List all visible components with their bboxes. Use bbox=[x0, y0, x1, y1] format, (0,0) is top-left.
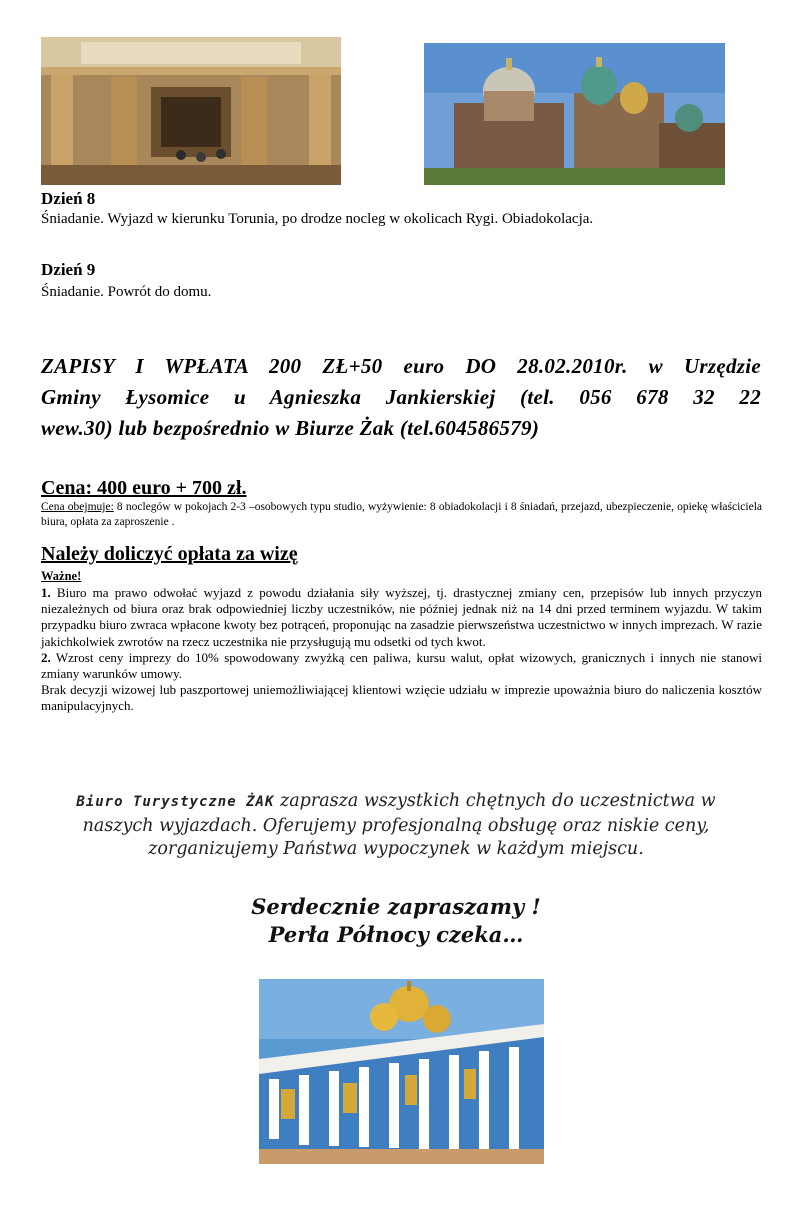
term-2-number: 2. bbox=[41, 649, 51, 665]
promo-brand: Biuro Turystyczne ŻAK bbox=[76, 794, 275, 810]
visa-note: Należy doliczyć opłata za wizę bbox=[41, 543, 298, 565]
term-2-text: Wzrost ceny imprezy do 10% spowodowany zwyżką cen paliwa, kursu walut, opłat wizowych, granicznych i innych nie stanowi zmiany warunków umowy. bbox=[41, 649, 762, 682]
day-8-title: Dzień 8 bbox=[41, 189, 96, 208]
day-9-text: Śniadanie. Powrót do domu. bbox=[41, 284, 212, 300]
signup-line-3: wew.30) lub bezpośrednio w Biurze Żak (tel.604586579) bbox=[41, 416, 540, 440]
closing-line-1: Serdecznie zapraszamy ! bbox=[251, 894, 541, 919]
important-label: Ważne! bbox=[41, 569, 82, 583]
term-2 bbox=[41, 650, 762, 682]
term-1-text: Biuro ma prawo odwołać wyjazd z powodu działania siły wyższej, tj. drastycznej zmiany cen, przepisów lub innych przyczyn niezależnych od biura oraz brak odpowiedniej liczby uczestników, nie później jednak niż na 14 dni przed terminem wyjazdu. W takim przypadku biuro zwraca wpłacone kwoty bez potrąceń, proponując na zasadzie pierwszeństwa uczestnictwo w innych imprezach. W razie jakichkolwiek zwrotów na rzecz uczestnika nie przysługują mu odsetki od tych kwot. bbox=[41, 585, 762, 649]
price-includes-label: Cena obejmuje: bbox=[41, 501, 114, 513]
term-1-number: 1. bbox=[41, 585, 51, 600]
price-includes bbox=[41, 500, 762, 530]
day-8-text: Śniadanie. Wyjazd w kierunku Torunia, po drodze nocleg w okolicach Rygi. Obiadokolacja. bbox=[41, 211, 594, 227]
closing-block bbox=[40, 893, 752, 949]
day-9-title: Dzień 9 bbox=[41, 260, 96, 279]
promo-text bbox=[40, 790, 752, 862]
price-includes-text: 8 noclegów w pokojach 2-3 –osobowych typu studio, wyżywienie: 8 obiadokolacji i 8 śniadań, przejazd, ubezpieczenie, opiekę właściciela biura, opłata za zaproszenie . bbox=[41, 501, 762, 528]
signup-line-2: Gminy Łysomice u Agnieszka Jankierskiej (tel. 056 678 32 22 bbox=[41, 385, 761, 409]
signup-line-1: ZAPISY I WPŁATA 200 ZŁ+50 euro DO 28.02.2010r. w Urzędzie bbox=[41, 354, 761, 378]
term-3: Brak decyzji wizowej lub paszportowej uniemożliwiającej klientowi wzięcie udziału w imprezie upoważnia biuro do naliczenia kosztów manipulacyjnych. bbox=[41, 682, 762, 714]
promo-body: zaprasza wszystkich chętnych do uczestnictwa w naszych wyjazdach. Oferujemy profesjonalną obsługę oraz niskie ceny, zorganizujemy Państwa wypoczynek w każdym miejscu. bbox=[82, 791, 716, 859]
closing-line-2: Perła Północy czeka… bbox=[268, 922, 524, 947]
term-1 bbox=[41, 585, 762, 650]
palace-interior-photo bbox=[41, 37, 341, 185]
catherine-palace-photo bbox=[259, 979, 544, 1164]
price-title: Cena: 400 euro + 700 zł. bbox=[41, 477, 247, 499]
signup-notice bbox=[41, 351, 761, 444]
church-photo bbox=[424, 43, 725, 185]
terms-block bbox=[41, 585, 762, 715]
